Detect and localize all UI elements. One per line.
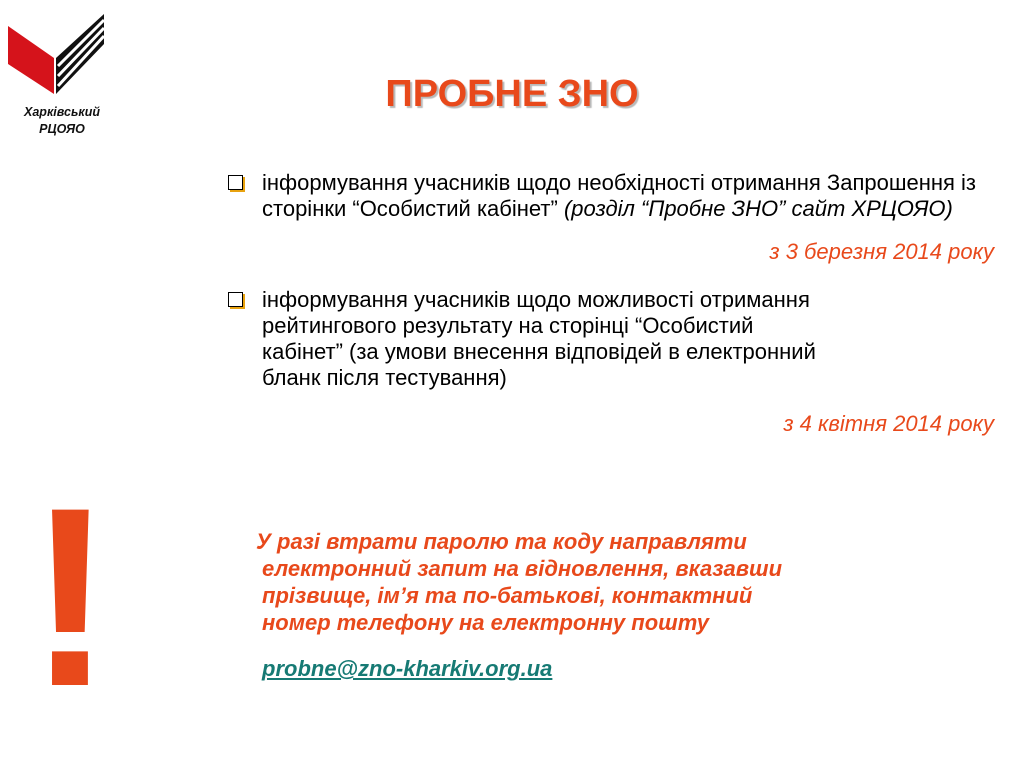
note-line-3: прізвище, ім’я та по-батькові, контактний bbox=[262, 583, 753, 608]
email-link[interactable]: probne@zno-kharkiv.org.ua bbox=[262, 656, 553, 681]
list-item bbox=[226, 287, 996, 391]
item-1-italic: (розділ “Пробне ЗНО” сайт ХРЦОЯО) bbox=[563, 196, 953, 221]
slide-title: ПРОБНЕ ЗНО bbox=[385, 73, 639, 115]
logo-line-2: РЦОЯО bbox=[39, 122, 85, 136]
item-1-date: з 3 березня 2014 року bbox=[769, 239, 994, 264]
item-1-text: інформування учасників щодо необхідності отримання Запрошення із сторінки “Особистий кабінет” bbox=[262, 170, 977, 221]
note-line-1: У разі втрати паролю та коду направляти bbox=[256, 529, 747, 554]
list-item bbox=[226, 170, 996, 222]
item-2-line-3: кабінет” (за умови внесення відповідей в електронний bbox=[262, 339, 816, 364]
item-2-date: з 4 квітня 2014 року bbox=[783, 411, 994, 436]
exclamation-mark: ! bbox=[28, 455, 113, 740]
note-line-2: електронний запит на відновлення, вказавши bbox=[262, 556, 783, 581]
logo-line-1: Харківський bbox=[24, 105, 100, 119]
note-line-4: номер телефону на електронну пошту bbox=[262, 610, 709, 635]
item-2-line-1: інформування учасників щодо можливості отримання bbox=[262, 287, 810, 312]
bullet-list bbox=[226, 170, 996, 437]
item-2-line-2: рейтингового результату на сторінці “Особистий bbox=[262, 313, 754, 338]
password-recovery-note bbox=[256, 528, 962, 636]
checkbox-bullet-icon bbox=[228, 175, 243, 190]
item-2-line-4: бланк після тестування) bbox=[262, 365, 507, 390]
checkbox-bullet-icon bbox=[228, 292, 243, 307]
